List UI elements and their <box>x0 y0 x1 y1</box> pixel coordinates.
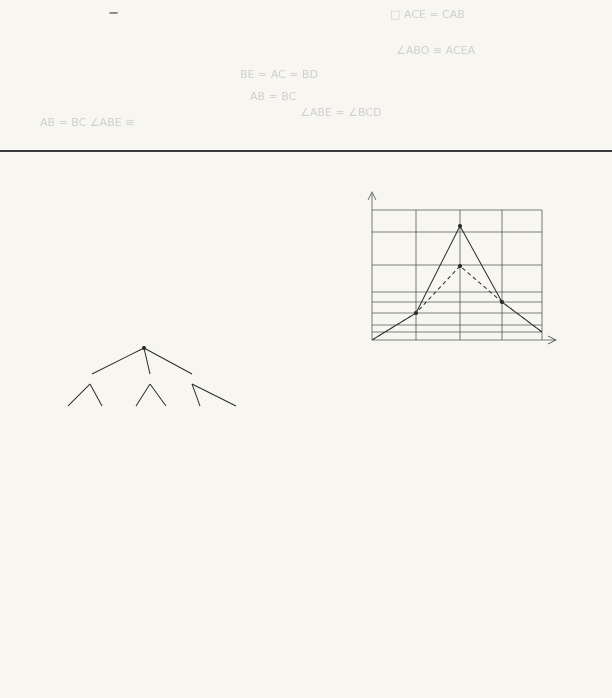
bleed-through-text: AB = BC ∠ABE ≅ <box>40 116 135 129</box>
bleed-through-text: ∠ABO ≌ ACEA <box>396 44 476 57</box>
data-point <box>458 264 462 268</box>
line-chart-sketch <box>350 180 560 350</box>
bleed-through-text: ∠ABE = ∠BCD <box>300 106 382 119</box>
tree-diagram <box>40 340 280 430</box>
top-line-2 <box>68 40 80 55</box>
section-divider <box>0 150 612 152</box>
bleed-through-text: AB = BC <box>250 90 297 103</box>
data-point <box>458 224 462 228</box>
data-point <box>500 300 504 304</box>
top-line-1: − <box>104 6 124 21</box>
bleed-through-text: □ ACE = CAB <box>390 8 465 21</box>
q22-answer <box>228 214 232 232</box>
data-point <box>414 311 418 315</box>
q23-line-7 <box>228 630 276 645</box>
series-dashed <box>372 266 542 340</box>
series-solid <box>372 226 542 340</box>
bleed-through-text: BE = AC = BD <box>240 68 318 81</box>
